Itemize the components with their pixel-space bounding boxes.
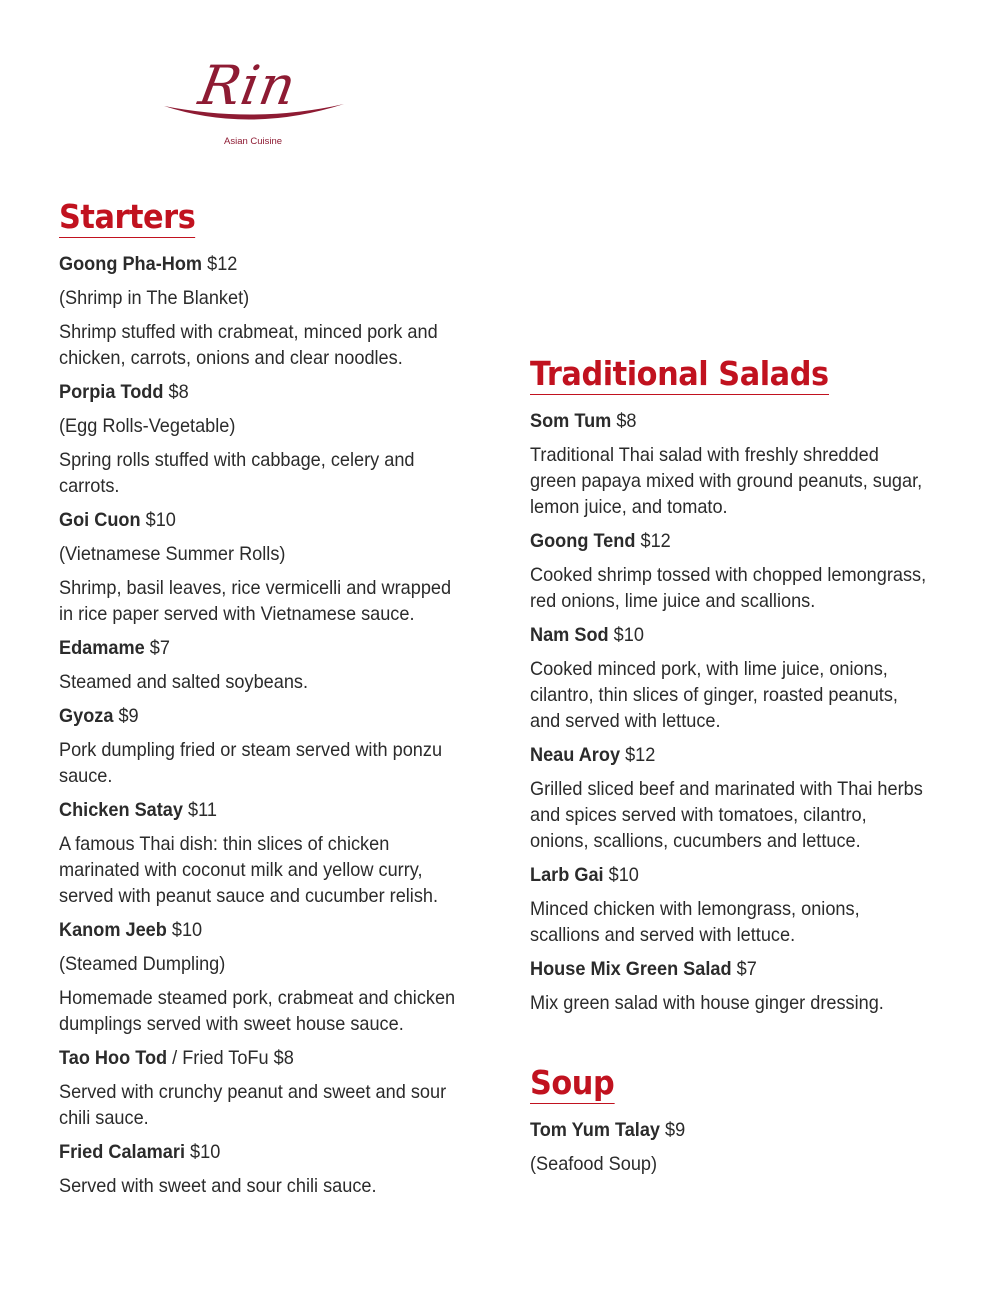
item-price: $7	[736, 958, 757, 980]
item-subtitle: (Steamed Dumpling)	[59, 953, 226, 975]
item-price: $9	[118, 705, 139, 727]
item-name: Edamame	[59, 637, 145, 659]
item-price: $10	[145, 509, 176, 531]
item-description	[59, 447, 478, 499]
menu-item	[530, 622, 950, 734]
item-price: $11	[188, 799, 217, 821]
item-description-line: chili sauce.	[59, 1107, 149, 1129]
item-price: $8	[273, 1047, 294, 1069]
item-description-line: carrots.	[59, 475, 120, 497]
item-subtitle: (Seafood Soup)	[530, 1153, 658, 1175]
logo-wordmark: Rin	[194, 54, 302, 117]
menu-item	[59, 1139, 479, 1199]
item-description-line: Cooked shrimp tossed with chopped lemongrass,	[530, 564, 927, 586]
item-description-line: Served with sweet and sour chili sauce.	[59, 1175, 377, 1197]
item-price: $8	[168, 381, 189, 403]
item-description	[530, 990, 949, 1016]
item-description-line: Pork dumpling fried or steam served with ponzu	[59, 739, 443, 761]
item-heading	[59, 703, 450, 729]
item-description	[530, 776, 949, 854]
item-description-line: chicken, carrots, onions and clear noodles.	[59, 347, 403, 369]
item-description-line: Served with crunchy peanut and sweet and sour	[59, 1081, 447, 1103]
soup-heading: Soup	[530, 1063, 615, 1102]
item-name: Tao Hoo Tod	[59, 1047, 168, 1069]
item-description	[59, 1079, 478, 1131]
item-heading	[59, 251, 450, 277]
menu-item	[59, 635, 479, 695]
item-name: Neau Aroy	[530, 744, 621, 766]
item-heading	[59, 797, 450, 823]
item-price: $9	[665, 1119, 686, 1141]
item-description-line: Grilled sliced beef and marinated with Thai herbs	[530, 778, 923, 800]
logo-tagline: Asian Cuisine	[224, 136, 283, 147]
item-description-line: Minced chicken with lemongrass, onions,	[530, 898, 860, 920]
item-heading	[530, 528, 921, 554]
item-name: Chicken Satay	[59, 799, 183, 821]
soup-list	[530, 1117, 950, 1177]
item-heading	[59, 379, 450, 405]
item-description-line: cilantro, thin slices of ginger, roasted peanuts,	[530, 684, 898, 706]
item-description	[59, 831, 478, 909]
item-description-line: red onions, lime juice and scallions.	[530, 590, 816, 612]
item-description	[530, 896, 949, 948]
menu-item	[530, 1117, 950, 1177]
item-description-line: marinated with coconut milk and yellow curry,	[59, 859, 423, 881]
item-description-line: Spring rolls stuffed with cabbage, celery and	[59, 449, 415, 471]
soup-section	[530, 1064, 950, 1177]
item-description	[530, 442, 949, 520]
item-description	[59, 1173, 478, 1199]
item-description-line: Traditional Thai salad with freshly shredded	[530, 444, 879, 466]
menu-item	[59, 1045, 479, 1131]
item-description-line: dumplings served with sweet house sauce.	[59, 1013, 404, 1035]
menu-item	[59, 703, 479, 789]
item-name: Goong Tend	[530, 530, 636, 552]
item-name: Kanom Jeeb	[59, 919, 167, 941]
starters-column	[59, 198, 479, 1207]
item-description-line: Shrimp, basil leaves, rice vermicelli and wrapped	[59, 577, 452, 599]
item-description-line: lemon juice, and tomato.	[530, 496, 728, 518]
item-description	[530, 656, 949, 734]
item-description-line: Homemade steamed pork, crabmeat and chicken	[59, 987, 456, 1009]
item-description-line: in rice paper served with Vietnamese sauce.	[59, 603, 415, 625]
item-description-line: onions, scallions, cucumbers and lettuce.	[530, 830, 861, 852]
item-description-line: Mix green salad with house ginger dressing.	[530, 992, 884, 1014]
item-heading	[59, 1045, 450, 1071]
menu-item	[59, 797, 479, 909]
item-name: House Mix Green Salad	[530, 958, 732, 980]
item-heading	[59, 635, 450, 661]
item-subtitle: (Vietnamese Summer Rolls)	[59, 543, 286, 565]
menu-item	[530, 956, 950, 1016]
item-price: $10	[171, 919, 203, 941]
item-name: Larb Gai	[530, 864, 604, 886]
item-name: Fried Calamari	[59, 1141, 186, 1163]
item-description-line: sauce.	[59, 765, 113, 787]
item-description-line: and served with lettuce.	[530, 710, 721, 732]
item-description	[59, 575, 478, 627]
starters-heading: Starters	[59, 197, 196, 236]
item-description-line: green papaya mixed with ground peanuts, sugar,	[530, 470, 923, 492]
logo-swoosh-icon	[160, 92, 350, 132]
item-heading	[530, 622, 921, 648]
item-name: Porpia Todd	[59, 381, 164, 403]
item-description-line: Steamed and salted soybeans.	[59, 671, 309, 693]
item-heading	[59, 917, 450, 943]
menu-item	[530, 862, 950, 948]
item-description	[59, 737, 478, 789]
menu-item	[59, 507, 479, 627]
item-alt-name: / Fried ToFu	[167, 1047, 269, 1069]
item-name: Nam Sod	[530, 624, 609, 646]
item-description-line: served with peanut sauce and cucumber relish.	[59, 885, 439, 907]
item-price: $12	[207, 253, 238, 275]
item-heading	[530, 862, 921, 888]
item-description-line: and spices served with tomatoes, cilantro,	[530, 804, 867, 826]
item-description-line: Shrimp stuffed with crabmeat, minced pork and	[59, 321, 438, 343]
menu-item	[530, 528, 950, 614]
item-price: $10	[608, 864, 639, 886]
item-heading	[59, 507, 450, 533]
starters-list	[59, 251, 479, 1199]
item-description	[530, 562, 949, 614]
item-description-line: scallions and served with lettuce.	[530, 924, 796, 946]
item-subtitle: (Shrimp in The Blanket)	[59, 287, 250, 309]
salads-list	[530, 408, 950, 1016]
item-price: $8	[616, 410, 637, 432]
restaurant-logo	[160, 52, 350, 152]
menu-item	[59, 917, 479, 1037]
item-price: $12	[625, 744, 656, 766]
menu-item	[530, 742, 950, 854]
item-name: Goong Pha-Hom	[59, 253, 203, 275]
item-heading	[59, 1139, 450, 1165]
salads-heading: Traditional Salads	[530, 354, 829, 393]
item-price: $10	[190, 1141, 221, 1163]
item-name: Tom Yum Talay	[530, 1119, 661, 1141]
item-subtitle: (Egg Rolls-Vegetable)	[59, 415, 236, 437]
item-description	[59, 669, 478, 695]
right-column	[530, 355, 950, 1185]
item-price: $12	[640, 530, 671, 552]
item-heading	[530, 408, 921, 434]
item-price: $7	[149, 637, 170, 659]
item-description-line: Cooked minced pork, with lime juice, onions,	[530, 658, 888, 680]
item-heading	[530, 742, 921, 768]
item-description	[59, 319, 478, 371]
menu-item	[530, 408, 950, 520]
item-description	[59, 985, 478, 1037]
item-heading	[530, 956, 921, 982]
item-name: Goi Cuon	[59, 509, 141, 531]
item-price: $10	[613, 624, 644, 646]
item-heading	[530, 1117, 921, 1143]
item-name: Som Tum	[530, 410, 612, 432]
item-description-line: A famous Thai dish: thin slices of chicken	[59, 833, 390, 855]
menu-item	[59, 379, 479, 499]
item-name: Gyoza	[59, 705, 114, 727]
menu-item	[59, 251, 479, 371]
